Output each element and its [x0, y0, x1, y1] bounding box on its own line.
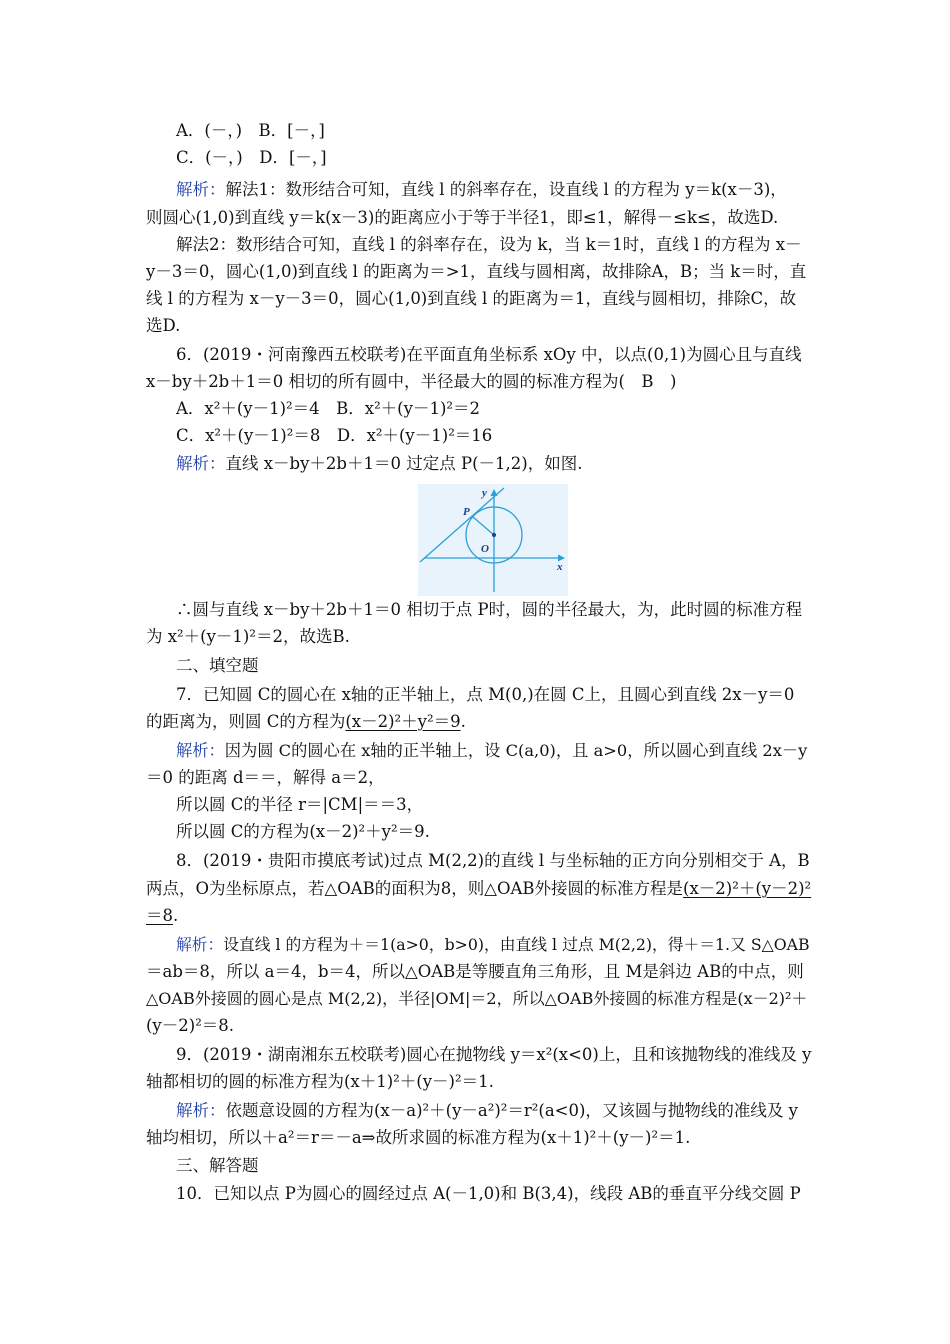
q8-solution-line-2: ＝ab＝8，所以 a＝4，b＝4，所以△OAB是等腰直角三角形，且 M是斜边 AB的中点，则 — [146, 962, 804, 981]
q9-stem-line-1: 9．(2019・湖南湘东五校联考)圆心在抛物线 y＝x²(x<0)上，且和该抛物线的准线及 y — [176, 1045, 812, 1064]
q8-stem-line-1: 8．(2019・贵阳市摸底考试)过点 M(2,2)的直线 l 与坐标轴的正方向分别相交于 A，B — [176, 851, 810, 870]
q7-solution-line-1: 解析：因为圆 C的圆心在 x轴的正半轴上，设 C(a,0)，且 a>0，所以圆心到直线 2x－y — [176, 741, 808, 760]
q7-solution-line-3: 所以圆 C的半径 r＝|CM|＝＝3， — [176, 795, 424, 814]
q5-solution-2-line-3: 线 l 的方程为 x－y－3＝0，圆心(1,0)到直线 l 的距离为＝1，直线与圆相切，排除C，故 — [146, 289, 797, 308]
q7-stem-line-2: 的距离为，则圆 C的方程为(x－2)²＋y²＝9. — [146, 712, 466, 731]
origin-label: O — [481, 543, 489, 555]
q6-solution-line-2: ∴圆与直线 x－by＋2b＋1＝0 相切于点 P时，圆的半径最大，为，此时圆的标准方程 — [176, 600, 803, 619]
q8-answer-part-1: (x－2)²＋(y－2)² — [683, 879, 812, 898]
q9-solution-line-2: 轴均相切，所以＋a²＝r＝－a⇒故所求圆的标准方程为(x＋1)²＋(y－)²＝1. — [146, 1128, 691, 1147]
q8-solution-line-3: △OAB外接圆的圆心是点 M(2,2)，半径|OM|＝2，所以△OAB外接圆的标准方程是(x－2)²＋ — [146, 989, 808, 1008]
y-axis-label: y — [482, 487, 487, 499]
q6-options-ab: A．x²＋(y－1)²＝4 B．x²＋(y－1)²＝2 — [176, 399, 480, 418]
q5-solution-2-line-4: 选D. — [146, 316, 181, 335]
q8-stem-line-2: 两点，O为坐标原点，若△OAB的面积为8，则△OAB外接圆的标准方程是(x－2)²＋(y－2)² — [146, 879, 812, 898]
solution-label: 解析： — [176, 1101, 226, 1120]
q8-solution-line-1: 解析：设直线 l 的方程为＋＝1(a>0，b>0)，由直线 l 过点 M(2,2)，得＋＝1.又 S△OAB — [176, 935, 810, 954]
q6-solution-line-1: 解析：直线 x－by＋2b＋1＝0 过定点 P(－1,2)，如图. — [176, 454, 583, 473]
q5-solution-2-line-1: 解法2：数形结合可知，直线 l 的斜率存在，设为 k，当 k＝1时，直线 l 的方程为 x－ — [176, 235, 802, 254]
figure-background — [418, 484, 568, 596]
section-fill-in-heading: 二、填空题 — [176, 656, 259, 675]
solution-label: 解析： — [176, 180, 226, 199]
q7-stem-line-1: 7．已知圆 C的圆心在 x轴的正半轴上，点 M(0,)在圆 C上，且圆心到直线 2x－y＝0 — [176, 685, 795, 704]
q5-solution-1-line-2: 则圆心(1,0)到直线 y＝k(x－3)的距离应小于等于半径1，即≤1，解得－≤k≤，故选D. — [146, 208, 779, 227]
solution-label: 解析： — [176, 935, 224, 954]
q6-stem-line-2: x－by＋2b＋1＝0 相切的所有圆中，半径最大的圆的标准方程为( B ) — [146, 372, 677, 391]
q5-solution-2-line-2: y－3＝0，圆心(1,0)到直线 l 的距离为＝>1，直线与圆相离，故排除A，B；当 k＝时，直 — [146, 262, 807, 281]
q7-solution-line-4: 所以圆 C的方程为(x－2)²＋y²＝9. — [176, 822, 430, 841]
q7-answer: (x－2)²＋y²＝9 — [345, 712, 461, 731]
q6-options-cd: C．x²＋(y－1)²＝8 D．x²＋(y－1)²＝16 — [176, 426, 493, 445]
point-p-label: P — [463, 506, 470, 518]
center-point — [492, 533, 496, 537]
circle-tangent-figure — [418, 484, 568, 596]
q8-answer-part-2: ＝8 — [146, 906, 173, 925]
q8-stem-line-3: ＝8. — [146, 906, 179, 925]
q7-solution-line-2: ＝0 的距离 d＝＝，解得 a＝2， — [146, 768, 385, 787]
q6-stem-line-1: 6．(2019・河南豫西五校联考)在平面直角坐标系 xOy 中，以点(0,1)为圆心且与直线 — [176, 345, 802, 364]
x-axis-label: x — [557, 561, 563, 573]
q5-solution-1-line-1: 解析：解法1：数形结合可知，直线 l 的斜率存在，设直线 l 的方程为 y＝k(x－3)， — [176, 180, 787, 199]
q9-stem-line-2: 轴都相切的圆的标准方程为(x＋1)²＋(y－)²＝1. — [146, 1072, 494, 1091]
solution-label: 解析： — [176, 454, 226, 473]
q9-solution-line-1: 解析：依题意设圆的方程为(x－a)²＋(y－a²)²＝r²(a<0)，又该圆与抛物线的准线及 y — [176, 1101, 798, 1120]
section-answer-heading: 三、解答题 — [176, 1156, 259, 1175]
solution-label: 解析： — [176, 741, 225, 760]
q5-options-cd: C．(－，) D．[－，] — [176, 148, 327, 167]
q6-solution-line-3: 为 x²＋(y－1)²＝2，故选B. — [146, 627, 350, 646]
q5-options-ab: A．(－，) B．[－，] — [176, 121, 325, 140]
q8-solution-line-4: (y－2)²＝8. — [146, 1016, 235, 1035]
q10-stem-line-1: 10．已知以点 P为圆心的圆经过点 A(－1,0)和 B(3,4)，线段 AB的垂直平分线交圆 P — [176, 1184, 801, 1203]
